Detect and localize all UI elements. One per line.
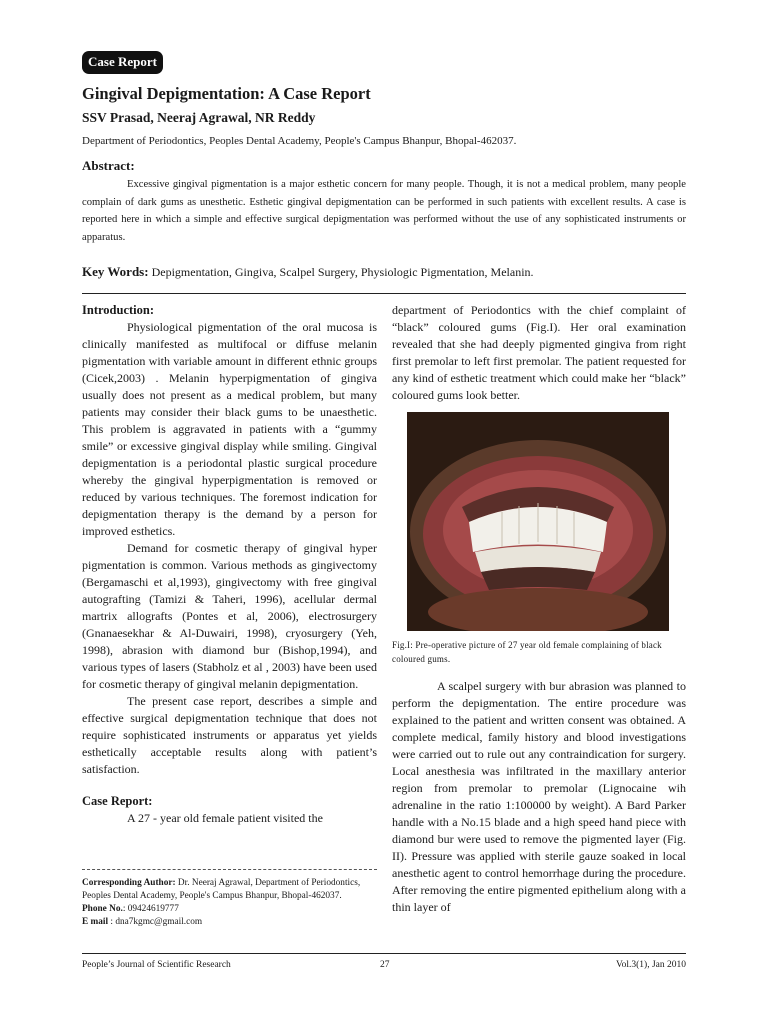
footer-divider (82, 953, 686, 954)
author-list: SSV Prasad, Neeraj Agrawal, NR Reddy (82, 110, 316, 125)
case-paragraph-3: A scalpel surgery with bur abrasion was planned to perform the depigmentation. The entire procedure was explained to the patient and written consent was obtained. A complete medical, family history and blood investigations were carried out to rule out any contraindication for surgery. Local anesthesia was infiltrated in the maxillary anterior region from premolar to premolar (Lignocaine wih adrenaline in the ratio 1:100000 by weight). A Bard Parker handle with a No.15 blade and a high speed hand piece with diamond bur were used to remove the pigmented layer (Fig. II). Pressure was applied with sterile gauze soaked in local anesthetic agent to control hemorrhage during the procedure. After removing the entire pigmented epithelium along with a thin layer of (392, 679, 686, 914)
phone-label: Phone No. (82, 904, 123, 914)
correspondence-block (82, 877, 377, 929)
abstract-text: Excessive gingival pigmentation is a major esthetic concern for many people. Though, it is not a medical problem, many people complain of dark gums as unesthetic. Esthetic gingival depigmentation can be performed in such patients with excellent results. A case is reported here in which a simple and effective surgical depigmentation was performed without the use of any sophisticated instruments or apparatus. (82, 179, 686, 243)
mouth-photo-illustration (407, 412, 669, 631)
case-report-heading: Case Report: (82, 794, 153, 808)
email-address[interactable]: : dna7kgmc@gmail.com (108, 917, 203, 927)
keywords (82, 264, 686, 280)
footnote-divider (82, 869, 377, 870)
figure-caption: Fig.I: Pre-operative picture of 27 year old female complaining of black coloured gums. (392, 640, 662, 664)
email-label: E mail (82, 917, 109, 927)
abstract-heading: Abstract: (82, 158, 135, 173)
keywords-text: Depigmentation, Gingiva, Scalpel Surgery, Physiologic Pigmentation, Melanin. (148, 265, 534, 279)
right-column (392, 302, 686, 404)
footer-journal: People’s Journal of Scientific Research (82, 960, 231, 970)
introduction-heading: Introduction: (82, 303, 155, 317)
left-column (82, 302, 377, 827)
article-type-badge: Case Report (82, 51, 163, 74)
header-divider (82, 293, 686, 294)
preoperative-photo-figure (407, 412, 669, 631)
footer-page-number: 27 (380, 960, 390, 970)
case-paragraph-2: department of Periodontics with the chief complaint of “black” coloured gums (Fig.I). Her oral examination revealed that she had deeply pigmented gingiva from right first premolar to left first premolar. The patient requested for any kind of esthetic treatment which could make her “black” coloured gums look better. (392, 303, 686, 402)
phone-number: : 09424619777 (122, 904, 179, 914)
keywords-label: Key Words: (82, 264, 149, 279)
case-paragraph-1: A 27 - year old female patient visited the (127, 811, 323, 825)
intro-paragraph-1: Physiological pigmentation of the oral mucosa is clinically manifested as multifocal or diffuse melanin pigmentation with variable amount in different ethnic groups (Cicek,2003) . Melanin hyperpigmentation of gingiva usually does not present as a medical problem, but many patients may consider their black gums to be unaesthetic. This problem is aggravated in patients with a “gummy smile” or excessive gingival display while smiling. Gingival depigmentation is a periodontal plastic surgical procedure whereby the gingival hyperpigmentation is removed or reduced by various techniques. The foremost indication for depigmentation therapy is the demand by a person for improved esthetics. (82, 320, 377, 538)
affiliation: Department of Periodontics, Peoples Dental Academy, People's Campus Bhanpur, Bhopal-462037. (82, 135, 517, 147)
intro-paragraph-2: Demand for cosmetic therapy of gingival hyper pigmentation is common. Various methods as gingivectomy (Bergamaschi et al,1993), gingivectomy with free gingival autografting (Tamizi & Taheri, 1996), acellular dermal martrix allografts (Pontes et al, 2006), electrosurgery (Gnanaesekhar & Al-Duwairi, 1998), cryosurgery (Yeh, 1998), abrasion with diamond bur (Bishop,1994), and various types of lasers (Stabholz et al , 2003) have been used for cosmetic therapy of gingival melanin depigmentation. (82, 541, 377, 691)
article-title: Gingival Depigmentation: A Case Report (82, 84, 371, 103)
corresponding-author-label: Corresponding Author: (82, 878, 176, 888)
footer-volume: Vol.3(1), Jan 2010 (615, 960, 686, 970)
intro-paragraph-3: The present case report, describes a simple and effective surgical depigmentation technique that does not require sophisticated instruments or apparatus yet yields esthetically acceptable results along with patient’s satisfaction. (82, 694, 377, 776)
corresponding-author-text: Dr. Neeraj Agrawal, Department of Periodontics, Peoples Dental Academy, People's Campus Bhanpur, Bhopal-462037. (82, 878, 361, 901)
